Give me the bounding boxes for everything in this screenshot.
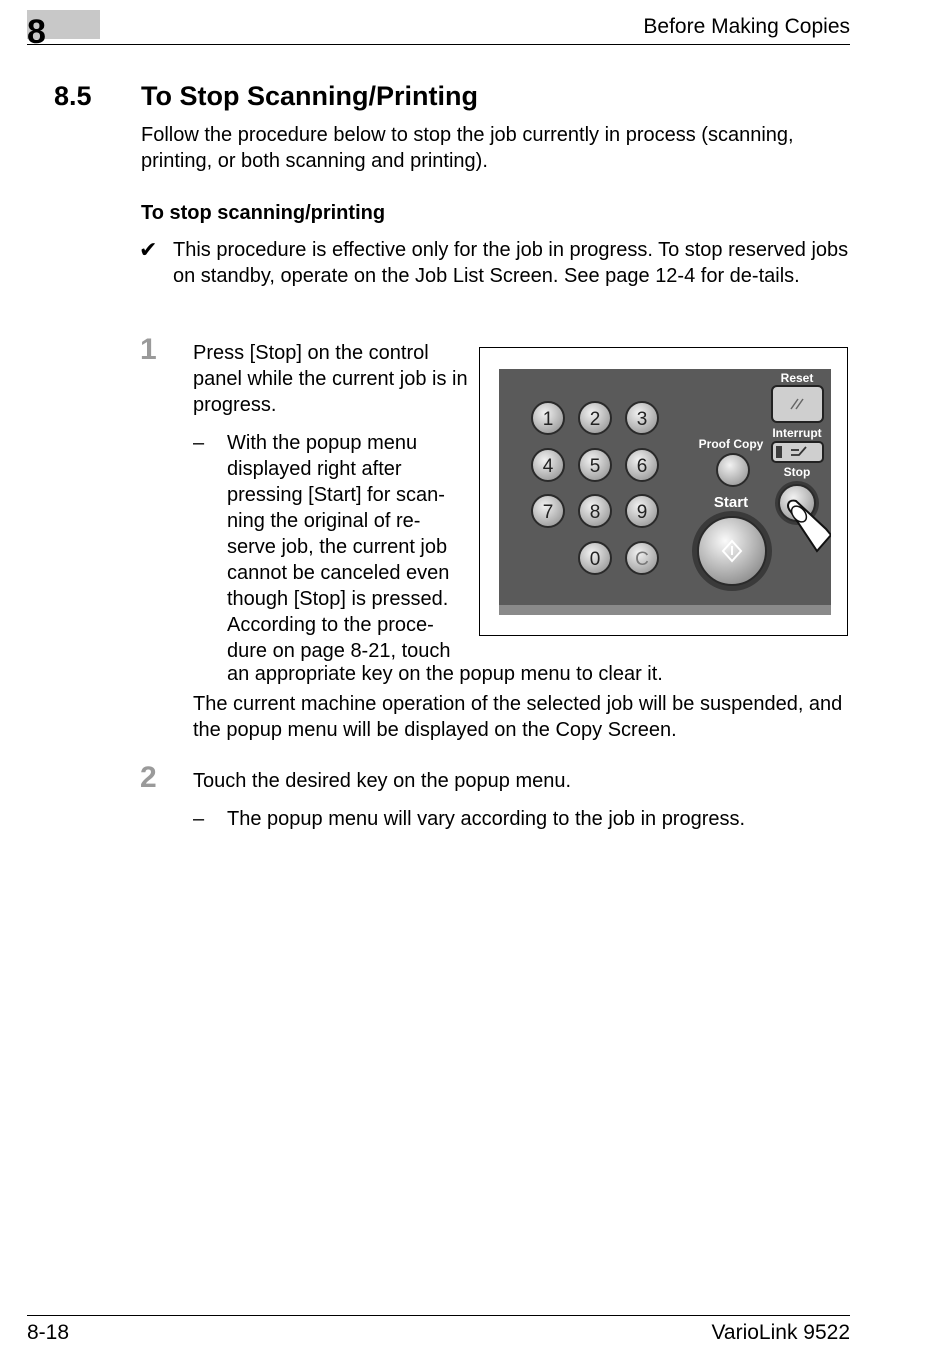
key-1[interactable] [532,402,564,434]
step-1-subitem: With the popup menu displayed right after pressing [Start] for scan-ning the original of re-serve job, the current job cannot be canceled even though [Stop] is pressed. According to the proce-dure on page 8-21, touch [227,432,451,662]
key-2-label: 2 [589,409,601,430]
stop-label: Stop [783,465,811,479]
key-6-label: 6 [636,456,648,477]
step-2-text: Touch the desired key on the popup menu. [193,770,572,792]
header-title: Before Making Copies [643,15,850,38]
key-0-label: 0 [589,549,601,570]
key-2[interactable] [579,402,611,434]
section-number: 8.5 [54,81,92,111]
key-5-label: 5 [589,456,601,477]
step-2-subitem: The popup menu will vary according to the job in progress. [227,808,746,830]
key-0[interactable] [579,542,611,574]
step-1-subitem-continued: an appropriate key on the popup menu to clear it. [227,663,663,685]
key-8[interactable] [579,495,611,527]
start-button[interactable] [692,511,772,591]
key-4-label: 4 [542,456,554,477]
control-panel-illustration [499,369,831,615]
step-1-text: Press [Stop] on the control panel while the current job is in progress. [193,342,468,416]
subheading: To stop scanning/printing [141,202,386,224]
step-2-number: 2 [140,761,157,794]
key-9[interactable] [626,495,658,527]
key-6[interactable] [626,449,658,481]
intro-paragraph: Follow the procedure below to stop the job currently in process (scanning, printing, or both scanning and printing). [141,124,794,172]
chapter-number: 8 [27,13,46,51]
product-name: VarioLink 9522 [711,1321,850,1344]
proof-copy-label: Proof Copy [698,437,764,451]
proof-copy-button[interactable] [717,454,749,486]
panel-edge [499,605,831,615]
key-3[interactable] [626,402,658,434]
step-1-number: 1 [140,333,157,366]
step-2-dash: – [193,808,205,830]
key-3-label: 3 [636,409,648,430]
key-7[interactable] [532,495,564,527]
start-label: Start [713,494,749,511]
key-9-label: 9 [636,502,648,523]
reset-label: Reset [780,371,814,385]
key-4[interactable] [532,449,564,481]
key-1-label: 1 [542,409,554,430]
note-text: This procedure is effective only for the job in progress. To stop reserved jobs on standby, operate on the Job List Screen. See page 12-4 for de-tails. [173,239,849,287]
page-number: 8-18 [27,1321,70,1344]
key-5[interactable] [579,449,611,481]
step-1-result: The current machine operation of the selected job will be suspended, and the popup menu will be displayed on the Copy Screen. [193,693,843,741]
footer-rule [27,1315,850,1316]
step-1-dash: – [193,432,205,454]
key-7-label: 7 [542,502,554,523]
header-rule [27,44,850,45]
key-clear-label: C [635,549,649,570]
interrupt-label: Interrupt [772,426,822,440]
reset-button[interactable] [772,386,823,422]
key-8-label: 8 [589,502,601,523]
key-clear[interactable] [626,542,658,574]
interrupt-button[interactable] [772,442,823,462]
checkmark-icon: ✔ [139,237,158,262]
section-title: To Stop Scanning/Printing [141,81,478,111]
